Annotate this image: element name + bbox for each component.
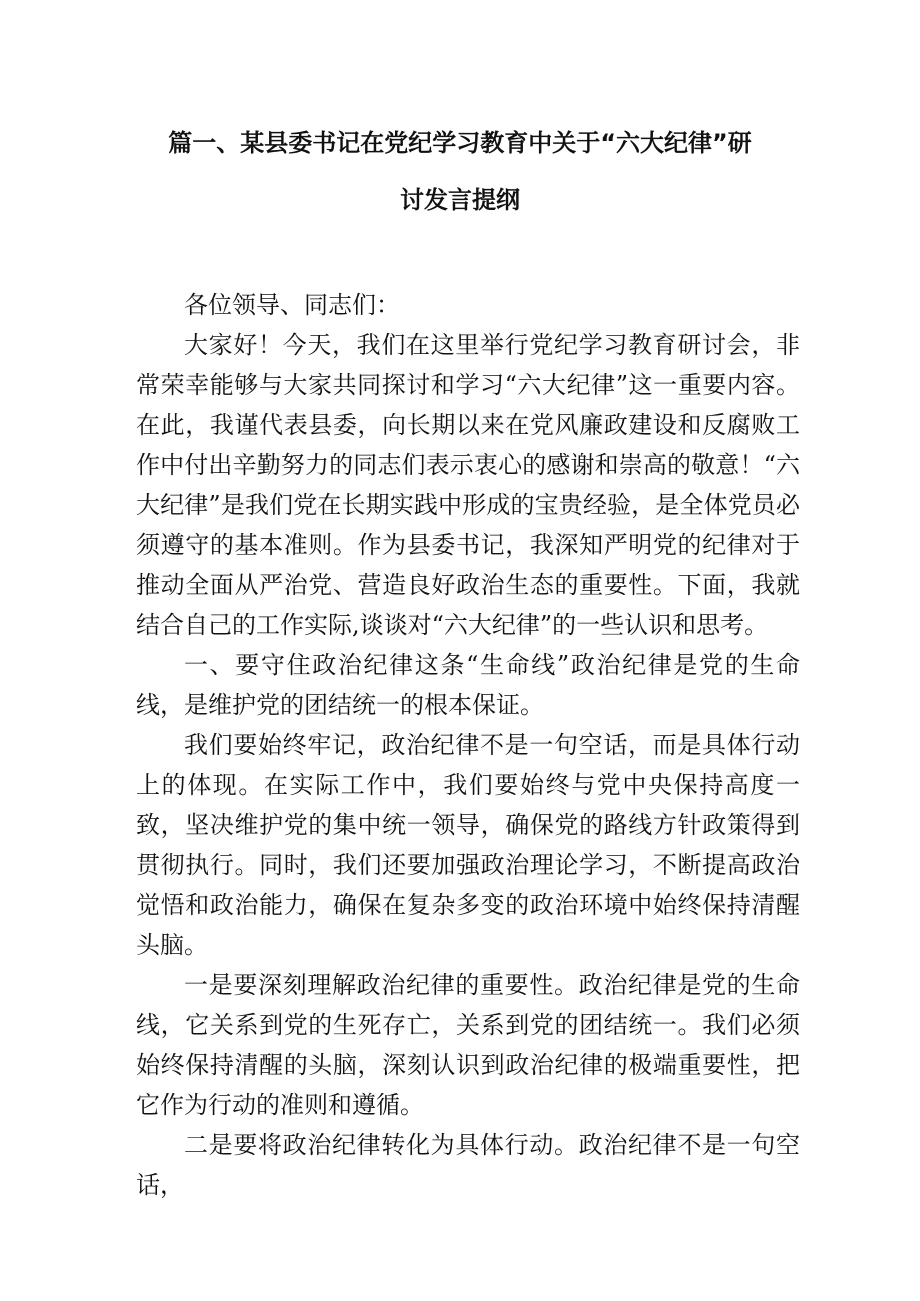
point-two-paragraph: 二是要将政治纪律转化为具体行动。政治纪律不是一句空话， bbox=[136, 1131, 800, 1199]
point-one-paragraph: 一是要深刻理解政治纪律的重要性。政治纪律是党的生命线，它关系到党的生死存亡，关系到党的团结统一。我们必须始终保持清醒的头脑，深刻认识到政治纪律的极端重要性，把它作为行动的准则和遵循。 bbox=[136, 971, 800, 1119]
section-one-heading-paragraph: 一、要守住政治纪律这条“生命线”政治纪律是党的生命线，是维护党的团结统一的根本保证。 bbox=[136, 651, 800, 719]
document-title-line-1: 篇一、某县委书记在党纪学习教育中关于“六大纪律”研 bbox=[168, 129, 752, 157]
opening-paragraph: 大家好！今天，我们在这里举行党纪学习教育研讨会，非常荣幸能够与大家共同探讨和学习“六大纪律”这一重要内容。在此，我谨代表县委，向长期以来在党风廉政建设和反腐败工作中付出辛勤努力的同志们表示衷心的感谢和崇高的敬意！“六大纪律”是我们党在长期实践中形成的宝贵经验，是全体党员必须遵守的基本准则。作为县委书记，我深知严明党的纪律对于推动全面从严治党、营造良好政治生态的重要性。下面，我就结合自己的工作实际,谈谈对“六大纪律”的一些认识和思考。 bbox=[136, 331, 800, 639]
body-paragraph: 我们要始终牢记，政治纪律不是一句空话，而是具体行动上的体现。在实际工作中，我们要始终与党中央保持高度一致，坚决维护党的集中统一领导，确保党的路线方针政策得到贯彻执行。同时，我们还要加强政治理论学习，不断提高政治觉悟和政治能力，确保在复杂多变的政治环境中始终保持清醒头脑。 bbox=[136, 731, 800, 959]
document-title-line-2: 讨发言提纲 bbox=[400, 186, 520, 214]
document-body bbox=[136, 285, 800, 1205]
salutation-paragraph: 各位领导、同志们： bbox=[184, 291, 400, 319]
